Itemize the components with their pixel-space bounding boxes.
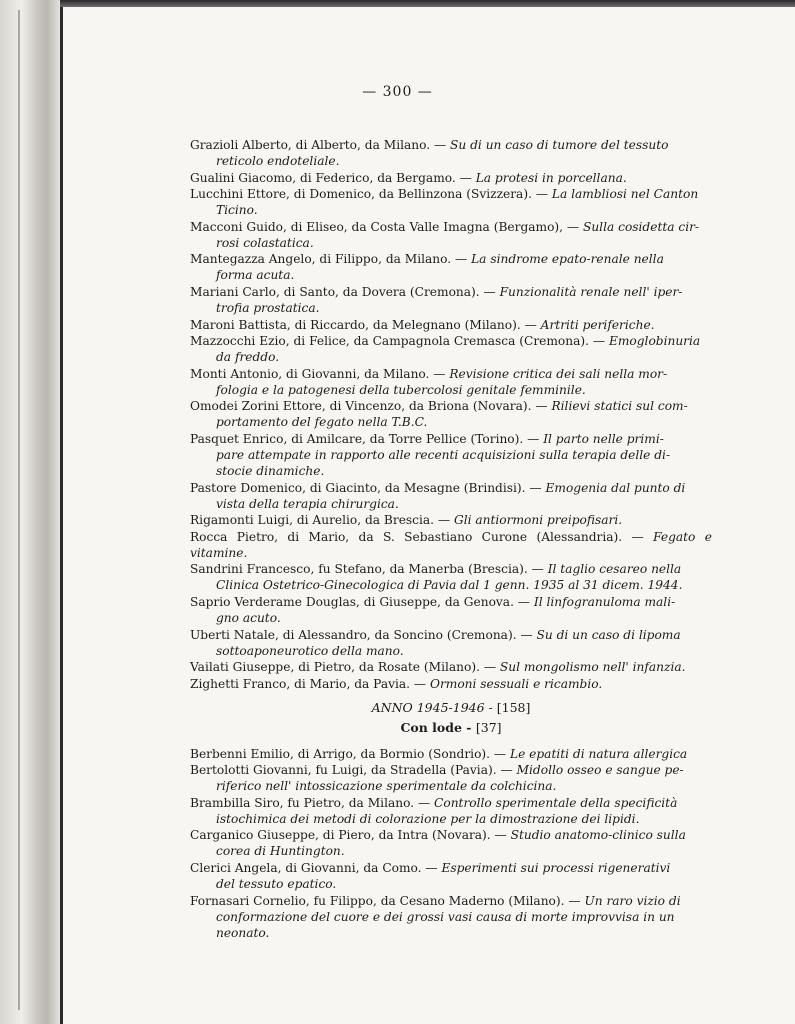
- section-label: ANNO 1945-1946 -: [371, 699, 493, 715]
- thesis-title: Funzionalità renale nell' iper-: [499, 284, 683, 299]
- thesis-title: Emoglobinuria: [608, 334, 701, 349]
- thesis-entry: [190, 795, 712, 827]
- thesis-title: Rilievi statici sul com-: [551, 399, 688, 414]
- thesis-title-continued: trofia prostatica.: [216, 300, 320, 315]
- thesis-title: Su di un caso di tumore del tessuto: [450, 138, 669, 152]
- thesis-title-continued: stocie dinamiche.: [216, 463, 325, 478]
- author: Carganico Giuseppe, di Piero, da Intra (Novara). —: [190, 828, 507, 843]
- thesis-title: La sindrome epato-renale nella: [471, 252, 664, 267]
- author: Grazioli Alberto, di Alberto, da Milano. —: [190, 138, 447, 152]
- section-count: [158]: [496, 699, 531, 715]
- author: Macconi Guido, di Eliseo, da Costa Valle Imagna (Bergamo), —: [190, 219, 580, 234]
- author: Brambilla Siro, fu Pietro, da Milano. —: [190, 795, 431, 810]
- thesis-entry: [190, 746, 712, 762]
- thesis-entry: [190, 333, 712, 365]
- thesis-title: Le epatiti di natura allergica: [509, 746, 688, 761]
- entries-section-1944-45: [190, 137, 712, 692]
- page-number: — 300 —: [362, 84, 433, 100]
- thesis-title: Fegato e vitamine.: [190, 529, 712, 560]
- thesis-entry: [190, 512, 712, 528]
- author: Zighetti Franco, di Mario, da Pavia. —: [190, 676, 427, 691]
- thesis-title-continued: Ticino.: [216, 203, 258, 218]
- author: Sandrini Francesco, fu Stefano, da Manerba (Brescia). —: [190, 562, 544, 577]
- thesis-title-continued: Clinica Ostetrico-Ginecologica di Pavia dal 1 genn. 1935 al 31 dicem. 1944.: [216, 578, 683, 593]
- thesis-title-continued: portamento del fegato nella T.B.C.: [216, 415, 428, 430]
- author: Lucchini Ettore, di Domenico, da Bellinzona (Svizzera). —: [190, 187, 549, 202]
- sub-label: Con lode -: [400, 719, 472, 735]
- author: Pastore Domenico, di Giacinto, da Mesagne (Brindisi). —: [190, 480, 542, 495]
- section-heading: [190, 700, 712, 716]
- thesis-entry: [190, 251, 712, 283]
- thesis-title-continued: del tessuto epatico.: [216, 877, 337, 892]
- top-edge-shadow: [60, 0, 795, 7]
- thesis-entry: [190, 762, 712, 794]
- thesis-entry: [190, 529, 712, 561]
- author: Saprio Verderame Douglas, di Giuseppe, da Genova. —: [190, 594, 530, 609]
- thesis-title: Gli antiormoni preipofisari.: [453, 513, 623, 528]
- thesis-title-continued: reticolo endoteliale.: [216, 154, 340, 168]
- thesis-entry: [190, 317, 712, 333]
- thesis-title: Sulla cosidetta cir-: [582, 219, 700, 234]
- author: Berbenni Emilio, di Arrigo, da Bormio (Sondrio). —: [190, 746, 507, 761]
- author: Bertolotti Giovanni, fu Luigi, da Stradella (Pavia). —: [190, 763, 513, 778]
- thesis-entry: [190, 480, 712, 512]
- thesis-entry: [190, 137, 712, 169]
- thesis-title: Controllo sperimentale della specificità: [434, 795, 678, 810]
- thesis-title: Artriti periferiche.: [540, 317, 655, 332]
- author: Vailati Giuseppe, di Pietro, da Rosate (Milano). —: [190, 660, 497, 675]
- thesis-title-continued: sottoaponeurotico della mano.: [216, 643, 404, 658]
- thesis-entry: [190, 676, 712, 692]
- thesis-title-continued: vista della terapia chirurgica.: [216, 496, 399, 511]
- thesis-entry: [190, 219, 712, 251]
- thesis-title-continued: pare attempate in rapporto alle recenti acquisizioni sulla terapia delle di-: [216, 447, 671, 462]
- thesis-entry: [190, 284, 712, 316]
- thesis-title-continued: da freddo.: [216, 350, 280, 365]
- author: Maroni Battista, di Riccardo, da Melegnano (Milano). —: [190, 317, 537, 332]
- thesis-entry: [190, 398, 712, 430]
- thesis-title: Revisione critica dei sali nella mor-: [449, 366, 668, 381]
- thesis-title-continued: forma acuta.: [216, 268, 295, 283]
- author: Rigamonti Luigi, di Aurelio, da Brescia. —: [190, 513, 451, 528]
- thesis-title-continued: riferico nell' intossicazione sperimentale da colchicina.: [216, 779, 557, 794]
- thesis-title: Il taglio cesareo nella: [547, 562, 682, 577]
- author: Mantegazza Angelo, di Filippo, da Milano. —: [190, 252, 468, 267]
- thesis-title: La lambliosi nel Canton: [551, 187, 699, 202]
- thesis-title-continued: conformazione del cuore e dei grossi vasi causa di morte improvvisa in un: [216, 909, 675, 924]
- thesis-title-continued: fologia e la patogenesi della tubercolosi genitale femminile.: [216, 382, 586, 397]
- author: Pasquet Enrico, di Amilcare, da Torre Pellice (Torino). —: [190, 431, 540, 446]
- thesis-entry: [190, 659, 712, 675]
- thesis-entry: [190, 594, 712, 626]
- thesis-list: [190, 137, 712, 941]
- author: Omodei Zorini Ettore, di Vincenzo, da Briona (Novara). —: [190, 399, 548, 414]
- binding-shadow: [18, 10, 20, 1010]
- author: Mazzocchi Ezio, di Felice, da Campagnola Cremasca (Cremona). —: [190, 334, 606, 349]
- thesis-title-continued: neonato.: [216, 925, 270, 940]
- thesis-title: Il parto nelle primi-: [543, 431, 664, 446]
- thesis-title: Emogenia dal punto di: [545, 480, 686, 495]
- thesis-title: Midollo osseo e sangue pe-: [516, 763, 684, 778]
- thesis-title-continued: istochimica dei metodi di colorazione per la dimostrazione dei lipidi.: [216, 811, 640, 826]
- author: Mariani Carlo, di Santo, da Dovera (Cremona). —: [190, 284, 496, 299]
- thesis-entry: [190, 431, 712, 479]
- thesis-title: Studio anatomo-clinico sulla: [510, 828, 686, 843]
- author: Gualini Giacomo, di Federico, da Bergamo. —: [190, 170, 472, 185]
- thesis-title-continued: gno acuto.: [216, 610, 281, 625]
- thesis-title: Su di un caso di lipoma: [536, 627, 681, 642]
- thesis-entry: [190, 627, 712, 659]
- author: Fornasari Cornelio, fu Filippo, da Cesano Maderno (Milano). —: [190, 893, 581, 908]
- author: Monti Antonio, di Giovanni, da Milano. —: [190, 366, 446, 381]
- thesis-title-continued: rosi colastatica.: [216, 235, 314, 250]
- thesis-entry: [190, 893, 712, 941]
- binding-gutter-line: [60, 0, 63, 1024]
- thesis-title: Un raro vizio di: [584, 893, 681, 908]
- thesis-entry: [190, 827, 712, 859]
- thesis-entry: [190, 170, 712, 186]
- author: Uberti Natale, di Alessandro, da Soncino (Cremona). —: [190, 627, 533, 642]
- thesis-title: Ormoni sessuali e ricambio.: [429, 676, 603, 691]
- thesis-title: Esperimenti sui processi rigenerativi: [441, 861, 671, 876]
- thesis-title: La protesi in porcellana.: [475, 170, 627, 185]
- thesis-entry: [190, 561, 712, 593]
- thesis-entry: [190, 860, 712, 892]
- author: Rocca Pietro, di Mario, da S. Sebastiano Curone (Alessandria). —: [190, 529, 644, 544]
- thesis-title: Il linfogranuloma mali-: [533, 594, 676, 609]
- entries-section-1945-46: [190, 746, 712, 941]
- thesis-title-continued: corea di Huntington.: [216, 844, 345, 859]
- book-binding-edge: [0, 0, 62, 1024]
- thesis-entry: [190, 186, 712, 218]
- thesis-entry: [190, 366, 712, 398]
- thesis-title: Sul mongolismo nell' infanzia.: [499, 660, 686, 675]
- sub-count: [37]: [475, 719, 502, 735]
- sub-heading: [190, 720, 712, 736]
- author: Clerici Angela, di Giovanni, da Como. —: [190, 861, 438, 876]
